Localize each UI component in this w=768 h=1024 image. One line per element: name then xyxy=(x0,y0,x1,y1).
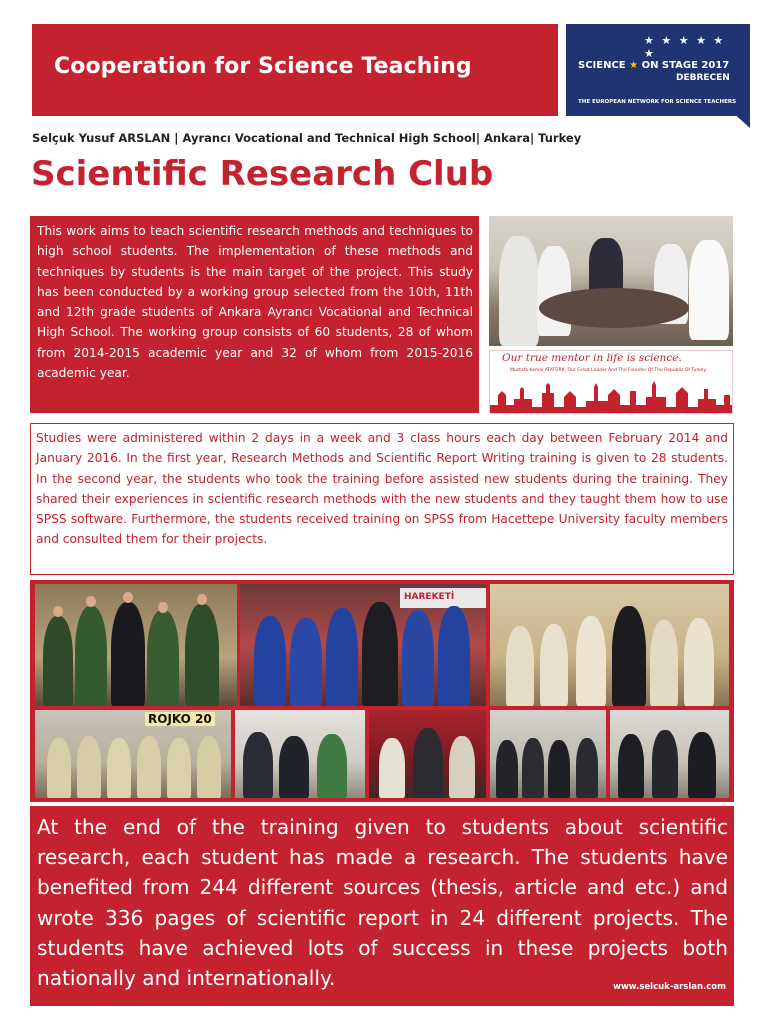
studies-text: Studies were administered within 2 days in a week and 3 class hours each day between February 2014 and January 2016. In the first year, Research Methods and Scientific Report Writing training is given to 28 students. In the second year, the students who took the training before assisted new students during the training. They shared their experiences in scientific research methods with the new students and they taught them how to use SPSS software. Furthermore, the students received training on SPSS from Hacettepe University faculty members and consulted them for their projects. xyxy=(30,423,734,575)
quote-text: Our true mentor in life is science. xyxy=(502,352,682,364)
photo-banner-text: ROJKO 20 xyxy=(145,712,215,726)
quote-attribution: Mustafa Kemal ATATÜRK, Our Great Leader And The Founder Of The Republic Of Turkey. xyxy=(510,368,707,373)
conclusion-text-box xyxy=(30,806,734,1006)
author-line: Selçuk Yusuf ARSLAN | Ayrancı Vocational and Technical High School| Ankara| Turkey xyxy=(32,131,582,145)
gallery-photo xyxy=(35,584,237,706)
gallery-photo xyxy=(610,710,729,798)
person-figure xyxy=(689,240,729,340)
photo-banner-text: HAREKETİ xyxy=(400,588,486,608)
photo-gallery xyxy=(30,580,734,802)
intro-text: This work aims to teach scientific research methods and techniques to high school students. The implementation of these methods and techniques by students is the main target of the project. This study has been conducted by a working group selected from the 10th, 11th and 12th grade students of Ankara Ayrancı Vocational and Technical High School. The working group consists of 60 students, 28 of whom from 2014-2015 academic year and 32 of whom from 2015-2016 academic year. xyxy=(30,216,479,413)
stars-icon: ★ ★ ★ ★ ★ ★ xyxy=(644,34,726,60)
gallery-photo xyxy=(240,584,486,706)
person-figure xyxy=(499,236,539,346)
logo-ribbon xyxy=(736,24,750,128)
gallery-photo xyxy=(235,710,365,798)
logo-title-right: ON STAGE 2017 xyxy=(641,60,730,71)
star-icon: ★ xyxy=(629,60,639,71)
gallery-photo xyxy=(490,584,729,706)
logo-title-left: SCIENCE xyxy=(578,60,626,71)
header-title: Cooperation for Science Teaching xyxy=(54,54,472,79)
logo-city: DEBRECEN xyxy=(676,73,730,83)
website-link[interactable]: www.selcuk-arslan.com xyxy=(613,981,726,992)
logo-title xyxy=(578,60,729,71)
gallery-photo xyxy=(369,710,486,798)
gallery-photo xyxy=(490,710,606,798)
science-on-stage-logo xyxy=(566,24,736,116)
meeting-table xyxy=(539,288,689,328)
conclusion-text: At the end of the training given to students about scientific research, each student has made a research. The students have benefited from 244 different sources (thesis, article and etc.) and wrote 336 pages of scientific report in 24 different projects. The students have achieved lots of success in these projects both nationally and internationally. xyxy=(37,815,728,991)
quote-banner xyxy=(489,350,733,414)
logo-subtitle: THE EUROPEAN NETWORK FOR SCIENCE TEACHERS xyxy=(578,99,736,105)
header-banner xyxy=(32,24,558,116)
skyline-illustration xyxy=(490,377,733,413)
page-title: Scientific Research Club xyxy=(31,154,494,194)
meeting-photo xyxy=(489,216,733,346)
gallery-photo xyxy=(35,710,231,798)
